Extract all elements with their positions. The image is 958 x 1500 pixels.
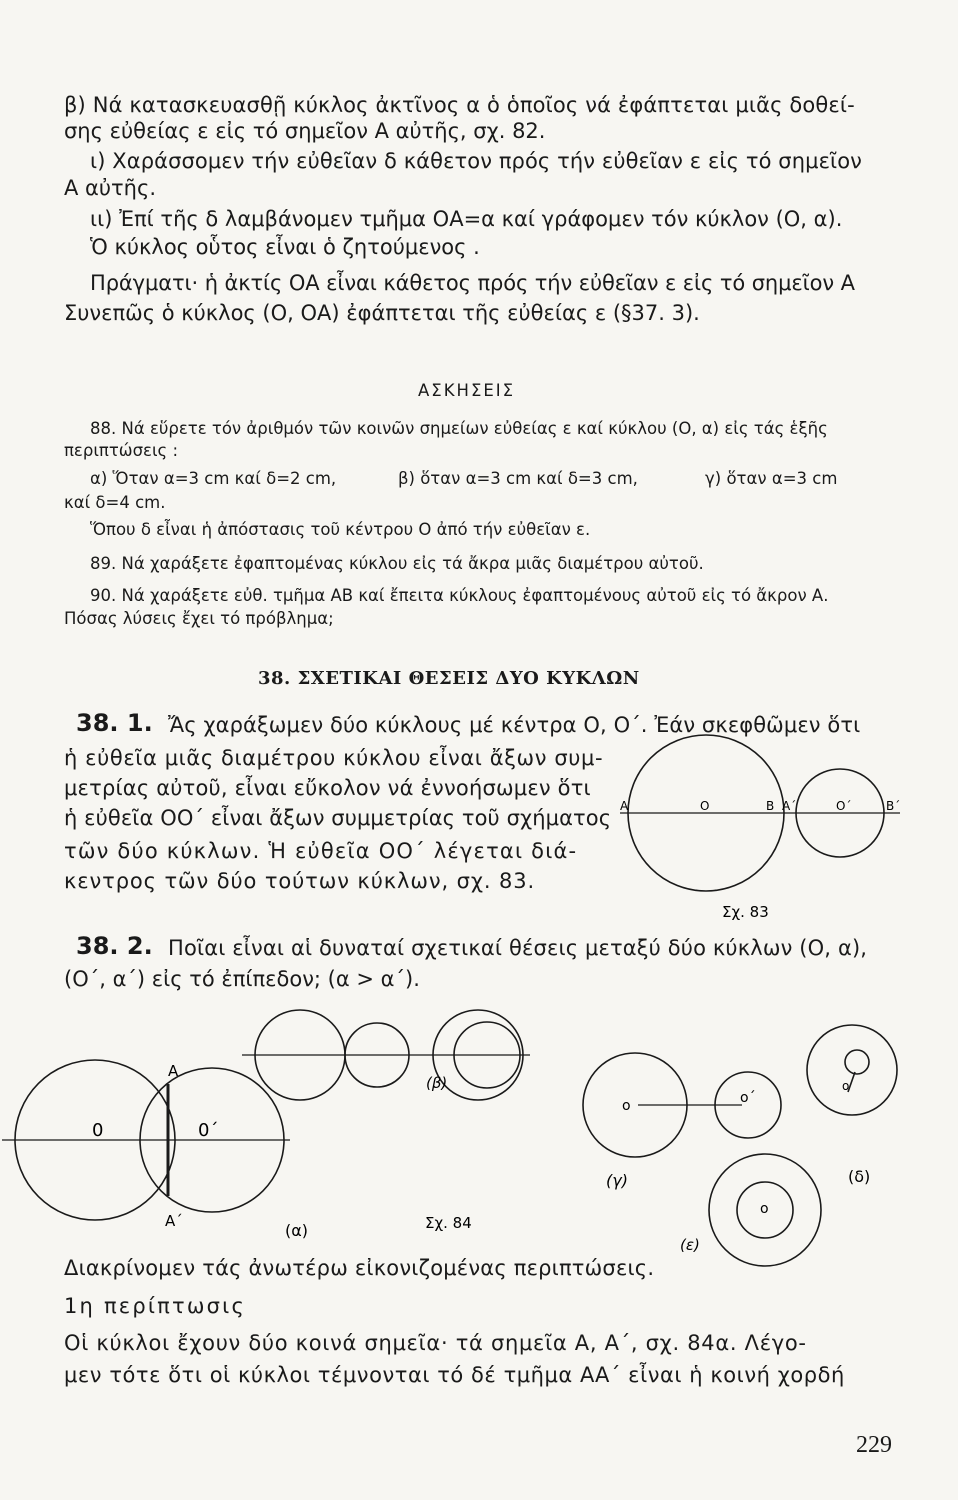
- text-line: α) Ὅταν α=3 cm καί δ=2 cm,: [90, 469, 337, 488]
- svg-text:(δ): (δ): [848, 1167, 871, 1186]
- label-a-prime: Α΄: [782, 799, 797, 813]
- figure-84-caption: Σχ. 84: [425, 1214, 472, 1232]
- exercises-heading: ΑΣΚΗΣΕΙΣ: [418, 381, 516, 400]
- fig84-case-d: [807, 1025, 897, 1186]
- text-line: τῶν δύο κύκλων. Ἡ εὐθεῖα ΟΟ΄ λέγεται διά-: [64, 839, 578, 863]
- exercise-89: 89. Νά χαράξετε ἐφαπτομένας κύκλου εἰς τά ἄκρα μιᾶς διαμέτρου αὐτοῦ.: [90, 554, 704, 573]
- section-number: 38. 2.: [76, 932, 153, 960]
- text-line: ἡ εὐθεῖα μιᾶς διαμέτρου κύκλου εἶναι ἄξων συμ-: [64, 746, 604, 770]
- text-line: περιπτώσεις :: [64, 441, 179, 460]
- svg-text:0: 0: [92, 1120, 104, 1141]
- text-line: ἡ εὐθεῖα ΟΟ΄ εἶναι ἄξων συμμετρίας τοῦ σχήματος: [64, 806, 612, 830]
- text-line: Ἄς χαράξωμεν δύο κύκλους μέ κέντρα Ο, Ο΄. Ἐάν σκεφθῶμεν ὅτι: [168, 713, 861, 737]
- svg-text:Α΄: Α΄: [165, 1212, 183, 1230]
- svg-text:(γ): (γ): [606, 1171, 628, 1190]
- text-line: Α αὐτῆς.: [64, 176, 156, 200]
- text-line: σης εὐθείας ε εἰς τό σημεῖον Α αὐτῆς, σχ. 82.: [64, 119, 546, 143]
- text-line: (Ο΄, α΄) εἰς τό ἐπίπεδον; (α > α΄).: [64, 967, 420, 991]
- svg-text:ο: ο: [622, 1098, 631, 1114]
- label-a: Α: [620, 799, 629, 813]
- label-b-prime: Β΄: [886, 799, 901, 813]
- section-number: 38. 1.: [76, 709, 153, 737]
- text-line: Πόσας λύσεις ἔχει τό πρόβλημα;: [64, 609, 334, 628]
- fig84-case-a: [2, 1060, 308, 1240]
- case-heading: 1η περίπτωσις: [64, 1294, 246, 1318]
- section-title: 38. ΣΧΕΤΙΚΑΙ ΘΕΣΕΙΣ ΔΥΟ ΚΥΚΛΩΝ: [258, 668, 640, 689]
- text-line: μεν τότε ὅτι οἱ κύκλοι τέμνονται τό δέ τμῆμα ΑΑ΄ εἶναι ἡ κοινή χορδή: [64, 1363, 845, 1387]
- text-line: ιι) Ἐπί τῆς δ λαμβάνομεν τμῆμα ΟΑ=α καί γράφομεν τόν κύκλον (Ο, α).: [90, 207, 843, 231]
- text-line: Ποῖαι εἶναι αἱ δυναταί σχετικαί θέσεις μεταξύ δύο κύκλων (Ο, α),: [168, 936, 868, 960]
- text-line: Οἱ κύκλοι ἔχουν δύο κοινά σημεῖα· τά σημεῖα Α, Α΄, σχ. 84α. Λέγο-: [64, 1331, 807, 1355]
- text-line: β) ὅταν α=3 cm καί δ=3 cm,: [398, 469, 638, 488]
- exercise-88: 88. Νά εὕρετε τόν ἀριθμόν τῶν κοινῶν σημείων εὐθείας ε καί κύκλου (Ο, α) εἰς τάς ἑξῆς: [90, 419, 828, 438]
- text-line: μετρίας αὐτοῦ, εἶναι εὔκολον νά ἐννοήσωμεν ὅτι: [64, 776, 591, 800]
- text-line: Ὁ κύκλος οὗτος εἶναι ὁ ζητούμενος .: [90, 235, 480, 259]
- text-line: Πράγματι· ἡ ἀκτίς ΟΑ εἶναι κάθετος πρός τήν εὐθεῖαν ε εἰς τό σημεῖον Α: [90, 271, 855, 295]
- figure-83: [600, 755, 920, 930]
- text-line: καί δ=4 cm.: [64, 493, 166, 512]
- exercise-90: 90. Νά χαράξετε εὐθ. τμῆμα ΑΒ καί ἔπειτα κύκλους ἐφαπτομένους αὐτοῦ εἰς τό ἄκρον Α.: [90, 586, 829, 605]
- figure-84: [0, 1000, 958, 1270]
- fig84-case-g: [583, 1053, 781, 1190]
- svg-text:(β): (β): [426, 1074, 448, 1092]
- svg-text:0΄: 0΄: [198, 1120, 219, 1141]
- text-line: κεντρος τῶν δύο τούτων κύκλων, σχ. 83.: [64, 869, 536, 893]
- text-line: Ὅπου δ εἶναι ἡ ἀπόστασις τοῦ κέντρου Ο ἀπό τήν εὐθεῖαν ε.: [90, 520, 591, 539]
- svg-text:ο: ο: [842, 1079, 850, 1093]
- text-line: γ) ὅταν α=3 cm: [705, 469, 838, 488]
- svg-text:(ε): (ε): [680, 1236, 700, 1254]
- svg-text:ο: ο: [760, 1201, 769, 1217]
- label-b: Β: [766, 799, 775, 813]
- text-line: Διακρίνομεν τάς ἀνωτέρω εἰκονιζομένας περιπτώσεις.: [64, 1256, 655, 1280]
- svg-text:Α: Α: [168, 1062, 179, 1080]
- page-number: 229: [856, 1432, 892, 1458]
- fig84-case-b: [242, 1010, 530, 1100]
- text-line: ι) Χαράσσομεν τήν εὐθεῖαν δ κάθετον πρός τήν εὐθεῖαν ε εἰς τό σημεῖον: [90, 149, 863, 173]
- text-line: β) Νά κατασκευασθῇ κύκλος ἀκτῖνος α ὁ ὁποῖος νά ἐφάπτεται μιᾶς δοθεί-: [64, 93, 855, 117]
- figure-83-caption: Σχ. 83: [722, 903, 769, 921]
- svg-text:(α): (α): [285, 1221, 309, 1240]
- text-line: Συνεπῶς ὁ κύκλος (Ο, ΟΑ) ἐφάπτεται τῆς εὐθείας ε (§37. 3).: [64, 301, 700, 325]
- svg-text:ο΄: ο΄: [740, 1090, 756, 1106]
- label-o-prime: Ο΄: [836, 799, 852, 813]
- label-o: Ο: [700, 799, 710, 813]
- fig84-case-e: [680, 1154, 821, 1266]
